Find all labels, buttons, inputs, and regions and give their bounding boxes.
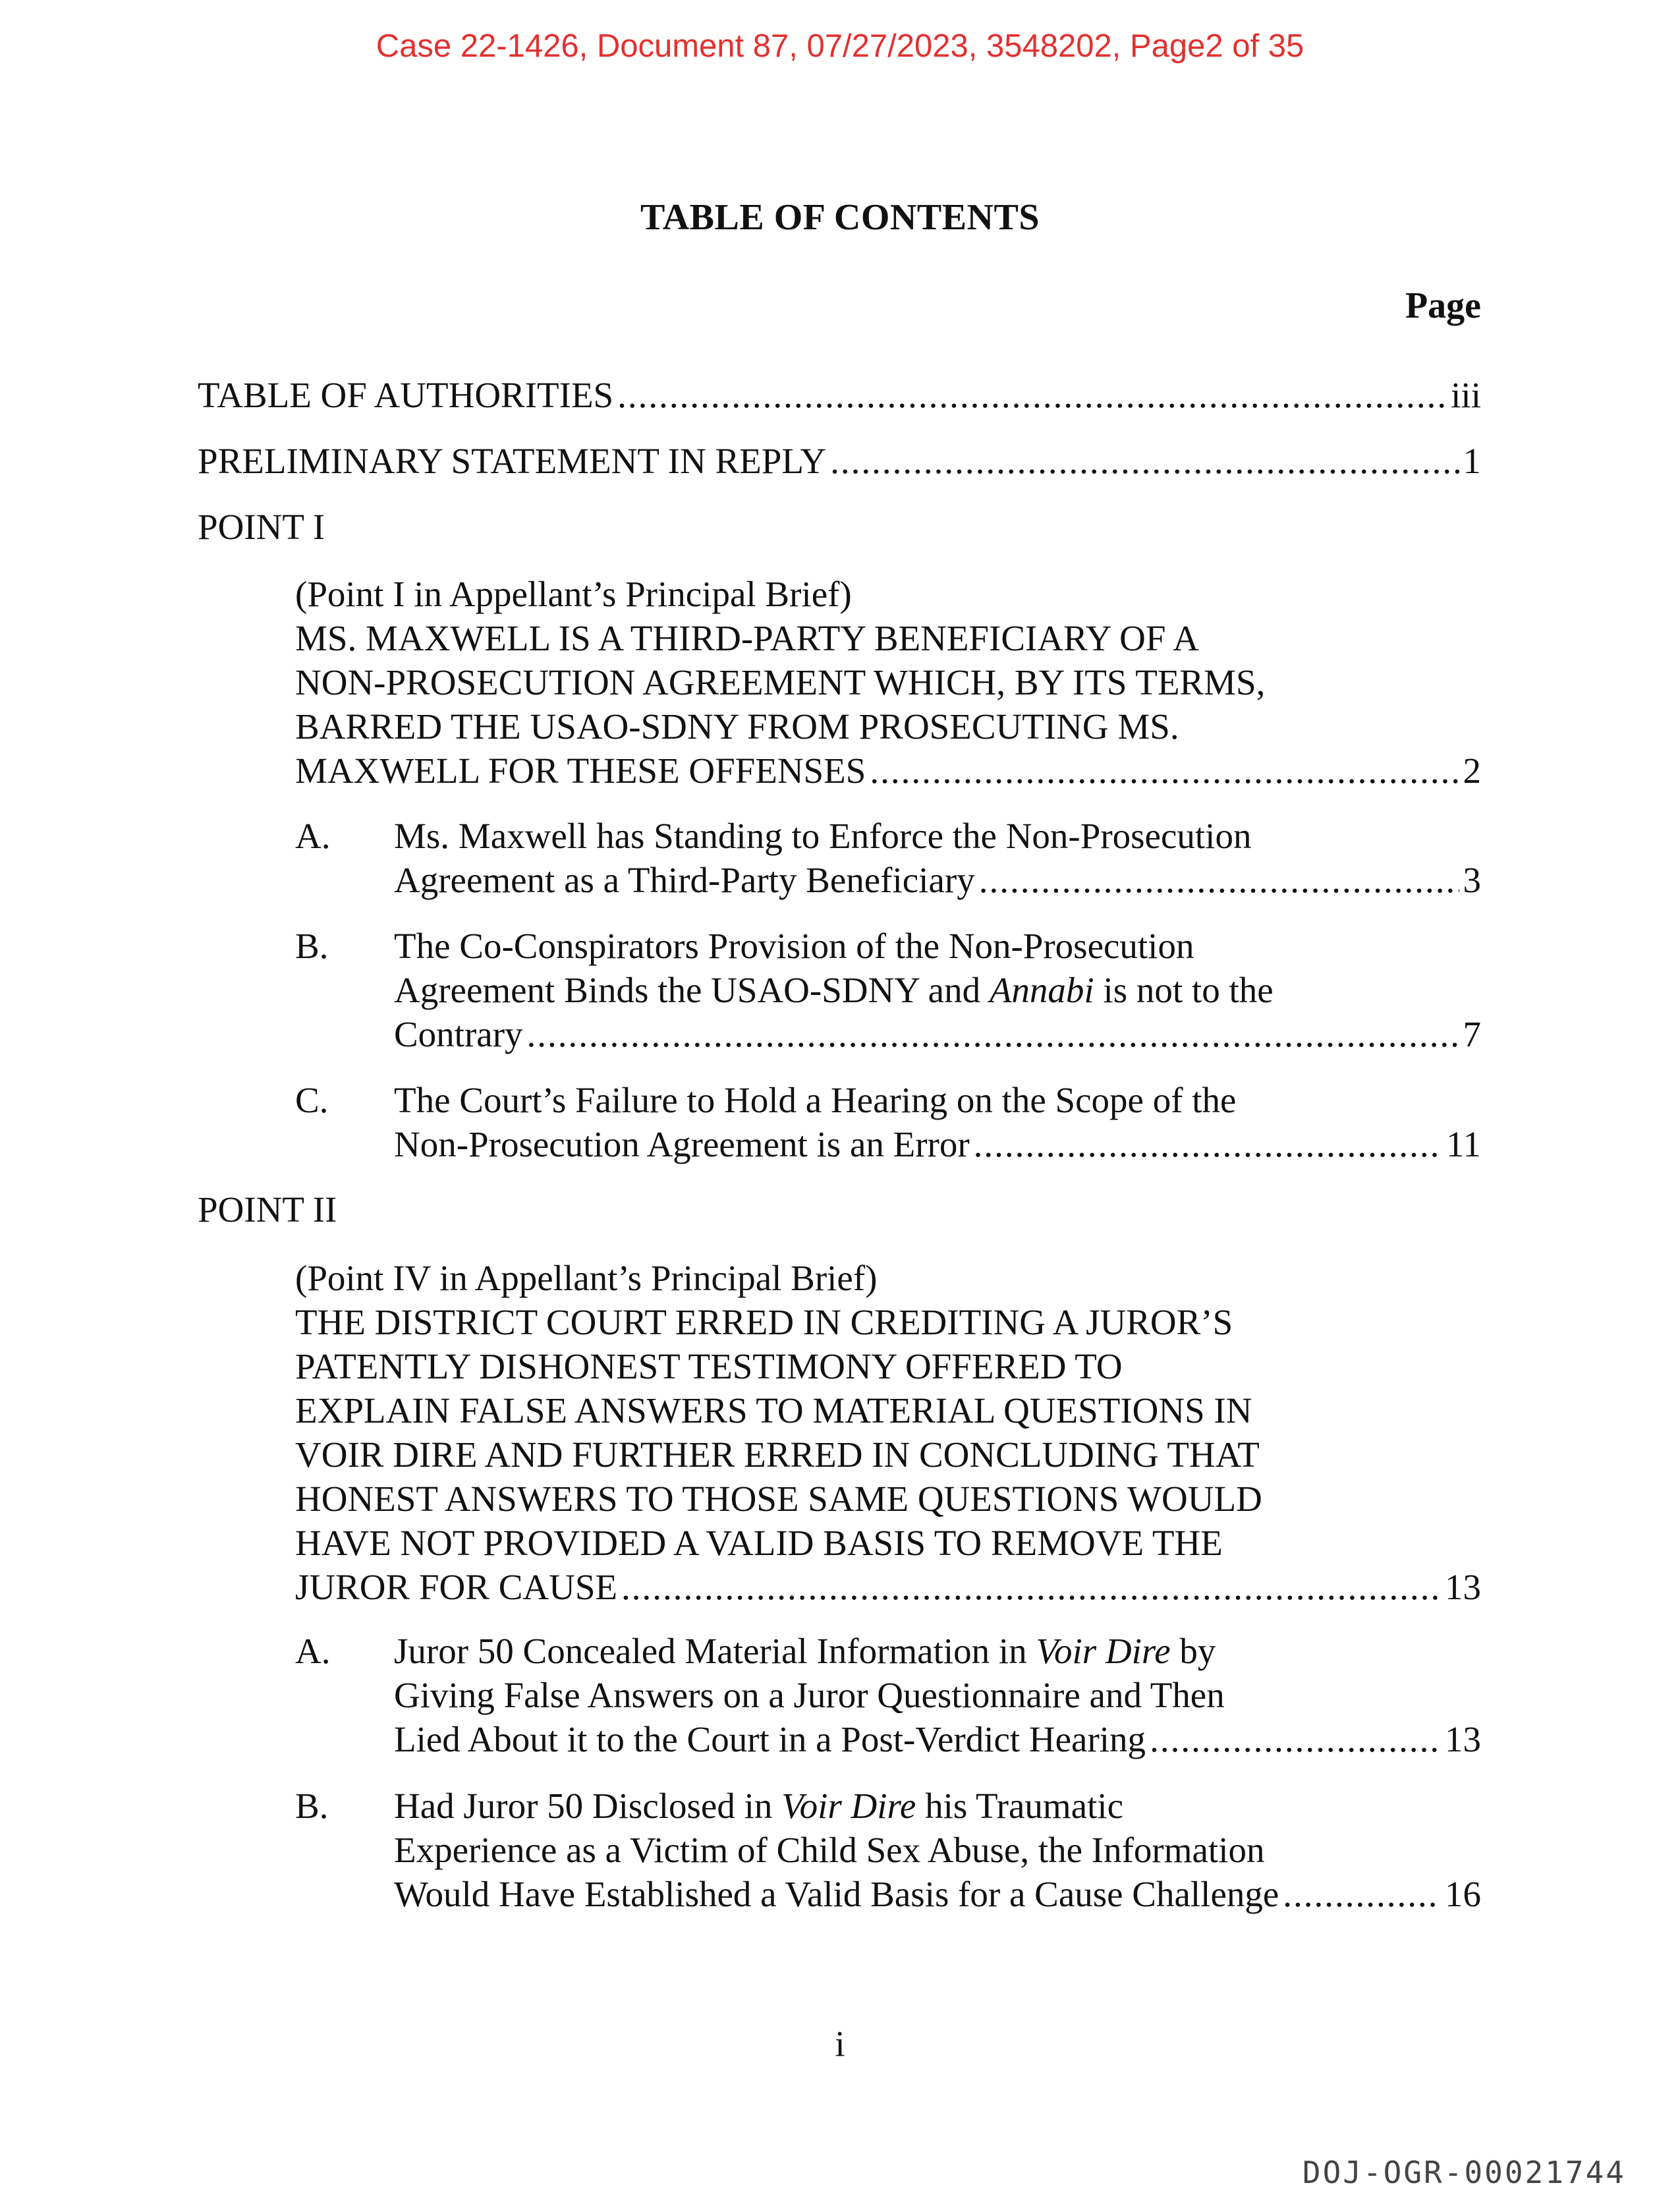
toc-page-number: 13 bbox=[1445, 1719, 1481, 1759]
sub-line: Ms. Maxwell has Standing to Enforce the Non-Prosecution bbox=[394, 816, 1252, 856]
dot-leader bbox=[1150, 1717, 1441, 1761]
page-footer-number: i bbox=[835, 2024, 845, 2064]
sub-line: Giving False Answers on a Juror Questionnaire and Then bbox=[394, 1675, 1225, 1715]
sub-line: Contrary bbox=[394, 1014, 523, 1054]
toc-entry-point1-c[interactable] bbox=[394, 1078, 1481, 1166]
sub-line: by bbox=[1170, 1631, 1216, 1671]
page-column-label: Page bbox=[1405, 285, 1481, 326]
point-label: POINT II bbox=[198, 1189, 337, 1230]
sub-letter: B. bbox=[295, 1786, 329, 1826]
toc-entry-point1-a[interactable] bbox=[394, 814, 1481, 902]
sub-letter: C. bbox=[295, 1080, 329, 1120]
heading-line: HONEST ANSWERS TO THOSE SAME QUESTIONS WOULD bbox=[295, 1479, 1262, 1519]
toc-page-number: 2 bbox=[1463, 751, 1481, 791]
case-name-italic: Annabi bbox=[989, 970, 1094, 1010]
point-label: POINT I bbox=[198, 507, 325, 547]
case-header-stamp: Case 22-1426, Document 87, 07/27/2023, 3548202, Page2 of 35 bbox=[376, 28, 1304, 64]
toc-entry-point1-heading[interactable] bbox=[295, 572, 1481, 793]
heading-line: MAXWELL FOR THESE OFFENSES bbox=[295, 751, 866, 791]
sub-line: Would Have Established a Valid Basis for a Cause Challenge bbox=[394, 1874, 1279, 1914]
heading-line: THE DISTRICT COURT ERRED IN CREDITING A JUROR’S bbox=[295, 1302, 1233, 1342]
point-reference: (Point I in Appellant’s Principal Brief) bbox=[295, 574, 852, 614]
sub-line: Lied About it to the Court in a Post-Verdict Hearing bbox=[394, 1719, 1146, 1759]
dot-leader bbox=[974, 1122, 1442, 1166]
page-title: TABLE OF CONTENTS bbox=[640, 197, 1040, 238]
toc-page-number: 3 bbox=[1463, 860, 1481, 900]
toc-entry-point2-a[interactable] bbox=[394, 1629, 1481, 1761]
toc-page-number: 11 bbox=[1446, 1124, 1481, 1164]
dot-leader bbox=[1283, 1872, 1441, 1916]
sub-line: Had Juror 50 Disclosed in bbox=[394, 1786, 782, 1826]
bates-number: DOJ-OGR-00021744 bbox=[1302, 2155, 1626, 2190]
sub-line: Experience as a Victim of Child Sex Abuse, the Information bbox=[394, 1830, 1265, 1870]
sub-line: Agreement as a Third-Party Beneficiary bbox=[394, 860, 975, 900]
sub-line: The Court’s Failure to Hold a Hearing on the Scope of the bbox=[394, 1080, 1237, 1120]
toc-page-number: 16 bbox=[1445, 1874, 1481, 1914]
toc-entry-text: PRELIMINARY STATEMENT IN REPLY bbox=[198, 441, 827, 481]
toc-entry-point1-b[interactable] bbox=[394, 924, 1481, 1056]
dot-leader bbox=[617, 373, 1447, 417]
dot-leader bbox=[979, 858, 1459, 902]
toc-page-number: 1 bbox=[1463, 441, 1481, 481]
heading-line: BARRED THE USAO-SDNY FROM PROSECUTING MS. bbox=[295, 706, 1179, 747]
sub-letter: A. bbox=[295, 816, 331, 856]
voir-dire-italic: Voir Dire bbox=[781, 1786, 916, 1826]
sub-line: Agreement Binds the USAO-SDNY and bbox=[394, 970, 990, 1010]
sub-line: Non-Prosecution Agreement is an Error bbox=[394, 1124, 970, 1164]
voir-dire-italic: Voir Dire bbox=[1036, 1631, 1171, 1671]
toc-entry-point2-b[interactable] bbox=[394, 1784, 1481, 1916]
heading-line: VOIR DIRE AND FURTHER ERRED IN CONCLUDING THAT bbox=[295, 1434, 1260, 1475]
dot-leader bbox=[621, 1565, 1441, 1609]
sub-letter: A. bbox=[295, 1631, 331, 1671]
toc-entry-text: TABLE OF AUTHORITIES bbox=[198, 375, 614, 415]
dot-leader bbox=[527, 1012, 1459, 1056]
toc-entry-preliminary[interactable] bbox=[198, 439, 1481, 483]
sub-line: his Traumatic bbox=[916, 1786, 1124, 1826]
sub-line: Juror 50 Concealed Material Information in bbox=[394, 1631, 1036, 1671]
sub-line: is not to the bbox=[1094, 970, 1274, 1010]
dot-leader bbox=[830, 439, 1459, 483]
toc-page-number: 13 bbox=[1445, 1567, 1481, 1607]
heading-line: HAVE NOT PROVIDED A VALID BASIS TO REMOVE THE bbox=[295, 1523, 1223, 1563]
heading-line: MS. MAXWELL IS A THIRD-PARTY BENEFICIARY OF A bbox=[295, 618, 1199, 658]
toc-page-number: 7 bbox=[1463, 1014, 1481, 1054]
heading-line: NON-PROSECUTION AGREEMENT WHICH, BY ITS TERMS, bbox=[295, 662, 1266, 702]
heading-line: PATENTLY DISHONEST TESTIMONY OFFERED TO bbox=[295, 1346, 1123, 1386]
sub-letter: B. bbox=[295, 926, 329, 966]
toc-entry-point2-heading[interactable] bbox=[295, 1256, 1481, 1609]
point-reference: (Point IV in Appellant’s Principal Brief) bbox=[295, 1258, 878, 1298]
heading-line: EXPLAIN FALSE ANSWERS TO MATERIAL QUESTIONS IN bbox=[295, 1390, 1252, 1431]
sub-line: The Co-Conspirators Provision of the Non-Prosecution bbox=[394, 926, 1194, 966]
toc-entry-authorities[interactable] bbox=[198, 373, 1481, 417]
dot-leader bbox=[870, 749, 1459, 793]
toc-page-number: iii bbox=[1451, 375, 1481, 415]
heading-line: JUROR FOR CAUSE bbox=[295, 1567, 618, 1607]
